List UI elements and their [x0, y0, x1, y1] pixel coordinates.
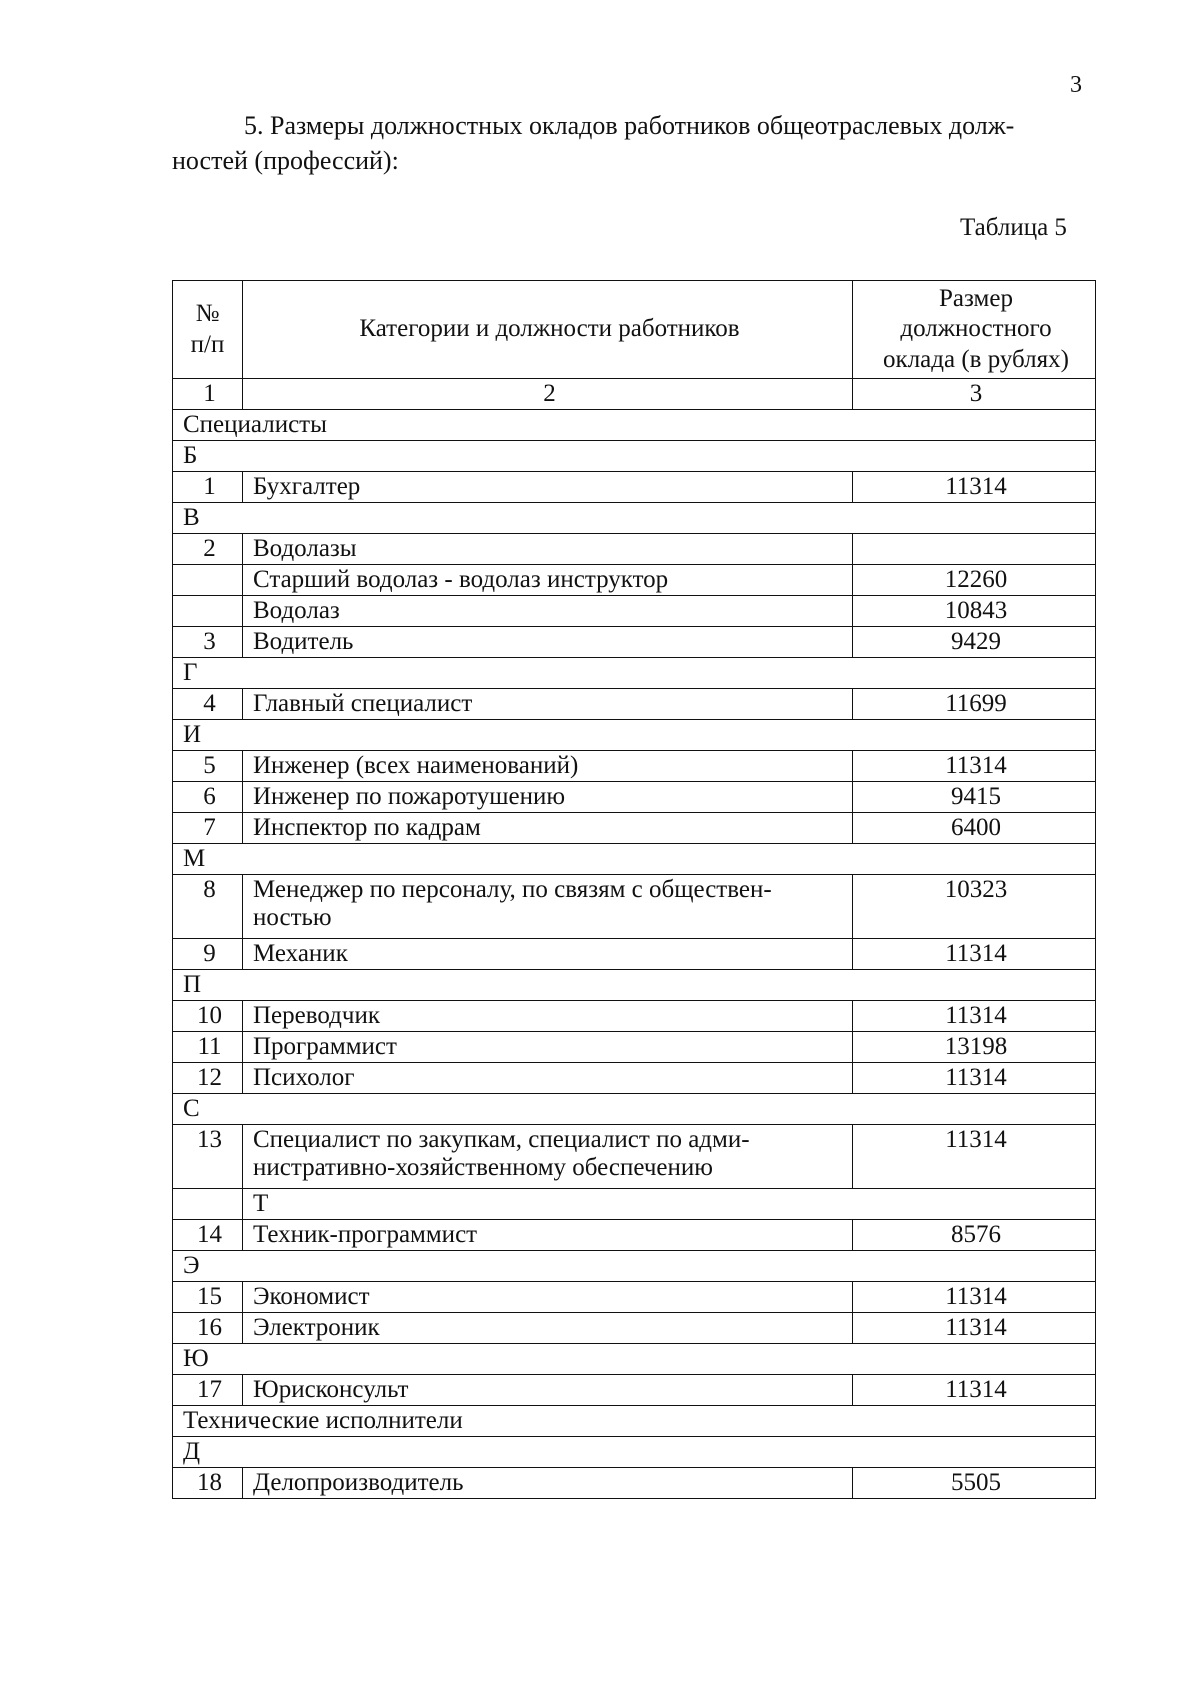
table-row-group	[173, 410, 1096, 441]
table-row-group	[173, 1406, 1096, 1437]
row-salary: 11314	[853, 1375, 1096, 1406]
header-name: Категории и должности работников	[243, 281, 853, 379]
row-salary: 11699	[853, 689, 1096, 720]
row-name: Инженер (всех наименований)	[243, 751, 853, 782]
letter-label: И	[173, 720, 1096, 751]
letter-label: Т	[243, 1189, 1096, 1220]
table-row	[173, 1063, 1096, 1094]
column-index: 1	[173, 379, 243, 410]
row-number: 17	[173, 1375, 243, 1406]
row-number: 9	[173, 939, 243, 970]
table-row	[173, 1001, 1096, 1032]
row-name: Электроник	[243, 1313, 853, 1344]
row-name: Старший водолаз - водолаз инструктор	[243, 565, 853, 596]
header-number-line-1: №	[195, 300, 220, 327]
table-row-letter	[173, 1251, 1096, 1282]
row-name: Юрисконсульт	[243, 1375, 853, 1406]
row-name: Делопроизводитель	[243, 1468, 853, 1499]
row-number: 1	[173, 472, 243, 503]
row-name: Водолазы	[243, 534, 853, 565]
header-number	[173, 281, 243, 379]
row-salary: 11314	[853, 1125, 1096, 1189]
row-salary: 9429	[853, 627, 1096, 658]
row-name: Психолог	[243, 1063, 853, 1094]
row-number: 8	[173, 875, 243, 939]
row-name-line-1: Менеджер по персоналу, по связям с обществен-	[253, 876, 772, 903]
row-salary: 5505	[853, 1468, 1096, 1499]
letter-label: В	[173, 503, 1096, 534]
table-row	[173, 472, 1096, 503]
table-row-sub-letter	[173, 1189, 1096, 1220]
table-row-letter	[173, 1094, 1096, 1125]
letter-label: Э	[173, 1251, 1096, 1282]
row-name	[243, 1125, 853, 1189]
row-salary: 9415	[853, 782, 1096, 813]
letter-label: Д	[173, 1437, 1096, 1468]
header-salary	[853, 281, 1096, 379]
row-name: Инженер по пожаротушению	[243, 782, 853, 813]
column-index-row	[173, 379, 1096, 410]
row-salary: 8576	[853, 1220, 1096, 1251]
row-salary: 12260	[853, 565, 1096, 596]
row-name: Главный специалист	[243, 689, 853, 720]
row-salary: 11314	[853, 1313, 1096, 1344]
row-salary: 11314	[853, 939, 1096, 970]
row-name	[243, 875, 853, 939]
table-row	[173, 1032, 1096, 1063]
table-row	[173, 1375, 1096, 1406]
table-row	[173, 534, 1096, 565]
table-row	[173, 1313, 1096, 1344]
row-salary: 11314	[853, 1063, 1096, 1094]
table-row-letter	[173, 658, 1096, 689]
table-caption: Таблица 5	[960, 214, 1067, 241]
table-row	[173, 627, 1096, 658]
row-name: Инспектор по кадрам	[243, 813, 853, 844]
table-row	[173, 939, 1096, 970]
row-number: 14	[173, 1220, 243, 1251]
intro-paragraph	[172, 108, 1092, 179]
intro-line-2: ностей (профессий):	[172, 146, 399, 176]
table-row-letter	[173, 441, 1096, 472]
row-number: 18	[173, 1468, 243, 1499]
table-row	[173, 751, 1096, 782]
row-salary: 11314	[853, 1282, 1096, 1313]
row-name: Экономист	[243, 1282, 853, 1313]
row-name: Водитель	[243, 627, 853, 658]
row-number: 3	[173, 627, 243, 658]
row-salary: 11314	[853, 1001, 1096, 1032]
header-salary-line-2: должностного	[900, 315, 1052, 343]
table-row	[173, 565, 1096, 596]
row-salary	[853, 534, 1096, 565]
row-number: 15	[173, 1282, 243, 1313]
row-number	[173, 565, 243, 596]
table-row-letter	[173, 970, 1096, 1001]
row-number: 10	[173, 1001, 243, 1032]
group-label: Технические исполнители	[173, 1406, 1096, 1437]
table-row	[173, 1468, 1096, 1499]
row-salary: 6400	[853, 813, 1096, 844]
table-row-letter	[173, 1344, 1096, 1375]
row-salary: 13198	[853, 1032, 1096, 1063]
row-salary: 11314	[853, 472, 1096, 503]
table-row	[173, 875, 1096, 939]
letter-label: М	[173, 844, 1096, 875]
letter-label: Ю	[173, 1344, 1096, 1375]
row-number	[173, 596, 243, 627]
column-index: 3	[853, 379, 1096, 410]
salary-table	[172, 280, 1096, 1499]
row-name: Техник-программист	[243, 1220, 853, 1251]
table-row-letter	[173, 503, 1096, 534]
table-row-letter	[173, 1437, 1096, 1468]
group-label: Специалисты	[173, 410, 1096, 441]
letter-label: С	[173, 1094, 1096, 1125]
row-name-line-2: ностью	[253, 903, 332, 931]
letter-label: П	[173, 970, 1096, 1001]
row-salary: 10843	[853, 596, 1096, 627]
letter-label: Г	[173, 658, 1096, 689]
row-salary: 11314	[853, 751, 1096, 782]
row-salary: 10323	[853, 875, 1096, 939]
header-salary-line-3: оклада (в рублях)	[883, 345, 1069, 373]
row-number: 5	[173, 751, 243, 782]
table-header-row	[173, 281, 1096, 379]
row-number: 6	[173, 782, 243, 813]
row-number: 12	[173, 1063, 243, 1094]
row-number: 7	[173, 813, 243, 844]
table-row	[173, 596, 1096, 627]
table-row	[173, 1125, 1096, 1189]
table-row-letter	[173, 720, 1096, 751]
header-number-line-2: п/п	[190, 330, 225, 358]
row-number: 11	[173, 1032, 243, 1063]
table-row-letter	[173, 844, 1096, 875]
row-number: 4	[173, 689, 243, 720]
row-name-line-2: нистративно-хозяйственному обеспечению	[253, 1153, 713, 1181]
letter-label: Б	[173, 441, 1096, 472]
row-name: Водолаз	[243, 596, 853, 627]
row-name-line-1: Специалист по закупкам, специалист по адми-	[253, 1126, 750, 1153]
table-row	[173, 1282, 1096, 1313]
column-index: 2	[243, 379, 853, 410]
page-number: 3	[1070, 72, 1082, 98]
row-number: 16	[173, 1313, 243, 1344]
row-number-empty	[173, 1189, 243, 1220]
row-number: 2	[173, 534, 243, 565]
table-row	[173, 1220, 1096, 1251]
intro-line-1: 5. Размеры должностных окладов работников общеотраслевых долж-	[244, 111, 1015, 140]
row-name: Переводчик	[243, 1001, 853, 1032]
row-name: Механик	[243, 939, 853, 970]
table-row	[173, 689, 1096, 720]
table-row	[173, 782, 1096, 813]
header-salary-line-1: Размер	[939, 284, 1013, 312]
row-name: Бухгалтер	[243, 472, 853, 503]
table-row	[173, 813, 1096, 844]
row-name: Программист	[243, 1032, 853, 1063]
row-number: 13	[173, 1125, 243, 1189]
